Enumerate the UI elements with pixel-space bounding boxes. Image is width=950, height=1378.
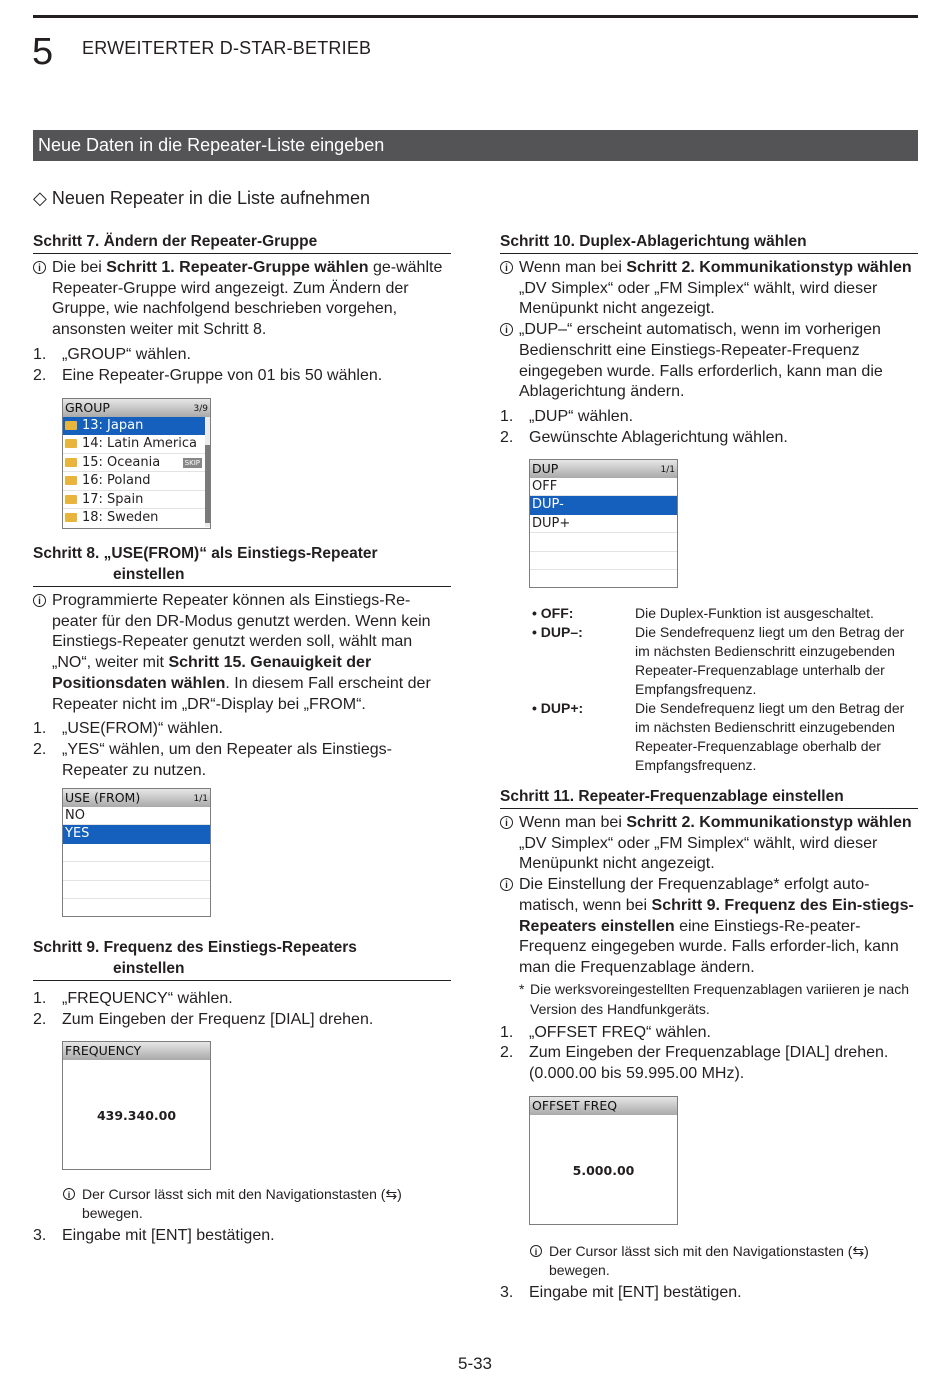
list-item: 3. Eingabe mit [ENT] bestätigen. [33,1227,275,1244]
frequency-screen [62,1041,211,1170]
footnote: * Die werksvoreingestellten Frequenzablagen variieren je nach Version des Handfunkgeräts. [519,980,909,1017]
list-item[interactable]: OFF [530,478,677,496]
scrollbar[interactable] [205,417,210,527]
list-item[interactable]: 15: Oceania SKIP [63,454,210,472]
step7-block [33,231,451,386]
folder-icon [65,421,77,430]
step11-note2: i Die Einstellung der Frequenzablage* erfolgt auto-matisch, wenn bei Schritt 9. Frequenz des Ein-stiegs-Repeaters einstellen eine Einstiegs-Re-peater-Frequenz eingegeben wurde. Falls erforder-lich, kann man die Frequenzablage ändern. [500,875,918,979]
empty-row [63,862,210,880]
empty-row [63,899,210,917]
folder-icon [65,439,77,448]
info-icon: i [500,816,513,829]
step11-tail [500,1242,918,1304]
empty-row [63,881,210,899]
step11-block [500,786,918,1085]
step8-block [33,543,451,781]
folder-icon [65,458,77,467]
list-item: 2. Zum Eingeben der Frequenz [DIAL] drehen. [33,1010,374,1028]
list-item: 1. „DUP“ wählen. [500,407,634,425]
skip-badge: SKIP [184,458,200,467]
list-item: 2. „YES“ wählen, um den Repeater als Einstiegs-Repeater zu nutzen. [33,740,392,779]
list-item: 2. Eine Repeater-Gruppe von 01 bis 50 wählen. [33,366,383,384]
empty-row [63,844,210,862]
info-icon: i [530,1245,542,1257]
step7-note: i Die bei Schritt 1. Repeater-Gruppe wählen ge-wählte Repeater-Gruppe wird angezeigt. Zum Ändern der Gruppe, wie nachfolgend beschrieben vorgehen, ansonsten weiter mit Schritt 8. [33,258,451,341]
info-icon: i [500,878,513,891]
info-icon: i [33,594,46,607]
offset-freq-screen [529,1096,678,1225]
step9-block [33,937,451,1030]
list-item[interactable]: 13: Japan [63,417,210,435]
group-screen [62,398,211,529]
list-item: 1. „USE(FROM)“ wählen. [33,720,223,738]
empty-row [530,533,677,551]
list-item: 1. „FREQUENCY“ wählen. [33,990,233,1007]
list-item[interactable]: DUP- [530,496,677,514]
list-item[interactable]: 18: Sweden [63,509,210,527]
chapter-number: 5 [32,31,54,73]
list-item[interactable]: DUP+ [530,515,677,533]
step10-title: Schritt 10. Duplex-Ablagerichtung wählen [500,231,918,254]
frequency-value: 439.340.00 [96,1108,177,1123]
list-item: 1. „OFFSET FREQ“ wählen. [500,1023,711,1041]
step9-tail [33,1185,451,1247]
dup-screen [529,459,678,588]
folder-icon [65,495,77,504]
list-item: 2. Zum Eingeben der Frequenzablage [DIAL] drehen. (0.000.00 bis 59.995.00 MHz). [500,1044,889,1083]
info-icon: i [33,261,46,274]
empty-row [530,570,677,588]
list-item[interactable]: YES [63,825,210,843]
screen-header: FREQUENCY [63,1042,210,1060]
step11-title: Schritt 11. Repeater-Frequenzablage einstellen [500,786,918,809]
definition-off: • OFF: Die Duplex-Funktion ist ausgeschaltet. [532,605,874,621]
section-title: Neue Daten in die Repeater-Liste eingeben [33,130,918,161]
info-icon: i [500,323,513,336]
cursor-note: i Der Cursor lässt sich mit den Navigationstasten (⇆) bewegen. [33,1185,451,1223]
info-icon: i [63,1188,75,1200]
step9-title: Schritt 9. Frequenz des Einstiegs-Repeaters einstellen [33,937,451,981]
use-from-screen [62,788,211,917]
step10-note1: i Wenn man bei Schritt 2. Kommunikationstyp wählen „DV Simplex“ oder „FM Simplex“ wählt, wird dieser Menüpunkt nicht angezeigt. [500,258,918,320]
folder-icon [65,476,77,485]
list-item[interactable]: 16: Poland [63,472,210,490]
step8-title: Schritt 8. „USE(FROM)“ als Einstiegs-Repeater einstellen [33,543,451,587]
list-item: 2. Gewünschte Ablagerichtung wählen. [500,428,788,446]
cursor-note: i Der Cursor lässt sich mit den Navigationstasten (⇆) bewegen. [500,1242,918,1280]
page-number: 5-33 [457,1354,493,1373]
folder-icon [65,513,77,522]
step10-note2: i „DUP–“ erscheint automatisch, wenn im vorherigen Bedienschritt eine Einstiegs-Repeater-Frequenz eingegeben wurde. Falls erforderlich, kann man die Ablagerichtung ändern. [500,320,918,403]
scrollbar-thumb[interactable] [205,445,210,523]
screen-header: USE (FROM) 1/1 [65,790,208,805]
list-item[interactable]: NO [63,807,210,825]
offset-value: 5.000.00 [572,1163,635,1178]
screen-header: OFFSET FREQ [530,1097,677,1115]
step7-title: Schritt 7. Ändern der Repeater-Gruppe [33,231,451,254]
definition-dup-minus: • DUP–: Die Sendefrequenz liegt um den Betrag der im nächsten Bedienschritt einzugebenden Repeater-Frequenzablage unterhalb der Empfangsfrequenz. [532,624,905,697]
empty-row [530,552,677,570]
subsection-title: ◇ Neuen Repeater in die Liste aufnehmen [33,188,371,208]
definition-dup-plus: • DUP+: Die Sendefrequenz liegt um den Betrag der im nächsten Bedienschritt einzugebenden Repeater-Frequenzablage oberhalb der Empfangsfrequenz. [532,700,905,773]
list-item[interactable]: 17: Spain [63,491,210,509]
step8-note: i Programmierte Repeater können als Einstiegs-Re-peater für den DR-Modus genutzt werden. Wenn kein Einstiegs-Repeater genutzt werden soll, wählt man „NO“, weiter mit Schritt 15. Genauigkeit der Positionsdaten wählen. In diesem Fall erscheint der Repeater nicht im „DR“-Display bei „FROM“. [33,591,451,715]
dup-definitions [532,604,916,775]
chapter-title: ERWEITERTER D-STAR-BETRIEB [82,38,372,58]
list-item[interactable]: 14: Latin America [63,435,210,453]
screen-header: DUP 1/1 [532,461,675,476]
step11-note1: i Wenn man bei Schritt 2. Kommunikationstyp wählen „DV Simplex“ oder „FM Simplex“ wählt, wird dieser Menüpunkt nicht angezeigt. [500,813,918,875]
info-icon: i [500,261,513,274]
screen-header: GROUP 3/9 [65,400,208,415]
step10-block [500,231,918,448]
list-item: 3. Eingabe mit [ENT] bestätigen. [500,1284,742,1301]
header-rule [33,15,918,18]
list-item: 1. „GROUP“ wählen. [33,345,191,363]
